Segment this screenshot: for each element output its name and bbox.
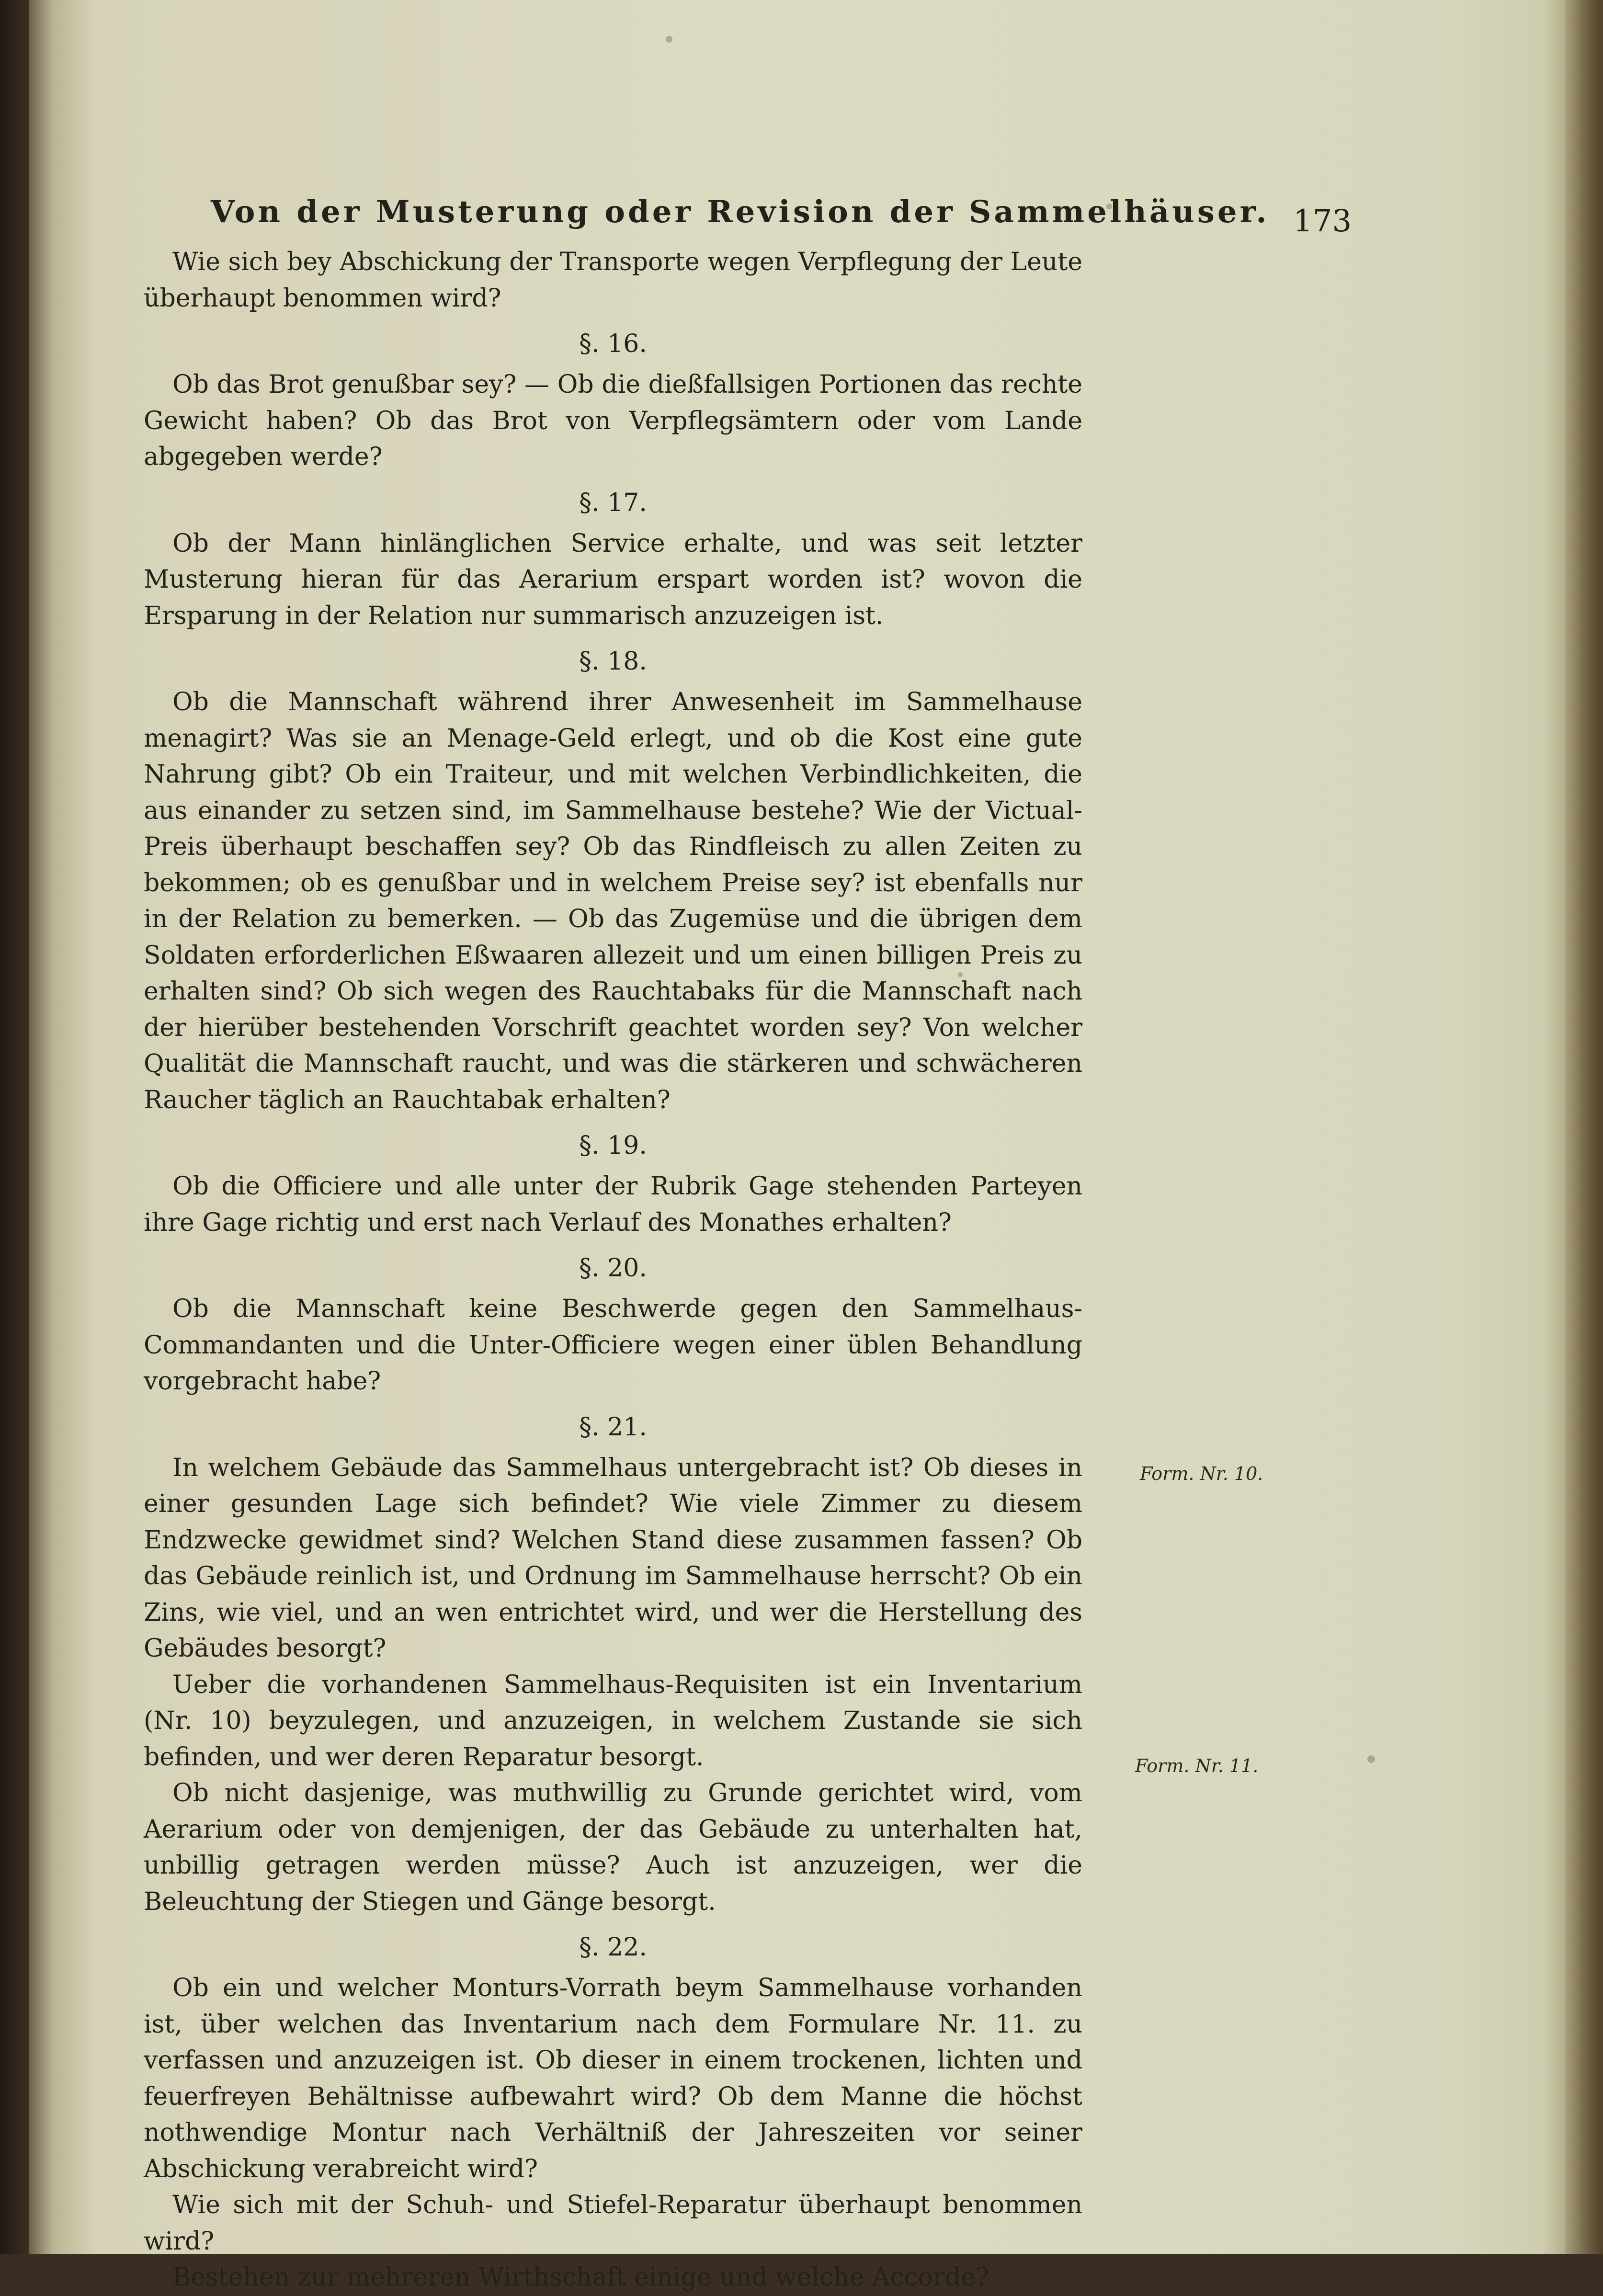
paragraph: Ob ein und welcher Monturs-Vorrath beym Sammelhause vorhanden ist, über welchen das Inventarium nach dem Formulare Nr. 11. zu verfassen und anzuzeigen ist. Ob dieser in einem trockenen, lichten und feuerfreyen Behältnisse aufbewahrt wird? Ob dem Manne die höchst nothwendige Montur nach Verhältniß der Jahreszeiten vor seiner Abschickung verabreicht wird?	[144, 1974, 1082, 2183]
paragraph: Wie sich bey Abschickung der Transporte wegen Verpflegung der Leute überhaupt benommen wird?	[144, 248, 1082, 313]
paper-spot	[666, 36, 672, 43]
page-edge	[1565, 0, 1603, 2254]
paper-spot	[958, 972, 963, 977]
section-heading: §. 16.	[579, 330, 647, 358]
section-heading: §. 20.	[579, 1254, 647, 1283]
paragraph: In welchem Gebäude das Sammelhaus untergebracht ist? Ob dieses in einer gesunden Lage sich befindet? Wie viele Zimmer zu diesem Endzwecke gewidmet sind? Welchen Stand diese zusammen fassen? Ob das Gebäude reinlich ist, und Ordnung im Sammelhause herrscht? Ob ein Zins, wie viel, und an wen entrichtet wird, und wer die Herstellung des Gebäudes besorgt?	[144, 1453, 1082, 1663]
text-body	[144, 244, 1082, 2296]
paragraph: Ob der Mann hinlänglichen Service erhalte, und was seit letzter Musterung hieran für das Aerarium erspart worden ist? wovon die Ersparung in der Relation nur summarisch anzuzeigen ist.	[144, 529, 1082, 630]
margin-note-form-11: Form. Nr. 11.	[1135, 1755, 1259, 1776]
paper-spot	[1106, 204, 1112, 209]
paragraph: Wie sich mit der Schuh- und Stiefel-Reparatur überhaupt benommen wird?	[144, 2191, 1082, 2256]
section-heading: §. 19.	[579, 1131, 647, 1160]
section-heading: §. 21.	[579, 1412, 647, 1442]
paragraph: Bestehen zur mehreren Wirthschaft einige und welche Accorde?	[172, 2263, 989, 2292]
page-number: 173	[1293, 204, 1352, 239]
paragraph: Ob nicht dasjenige, was muthwillig zu Grunde gerichtet wird, vom Aerarium oder von demjenigen, der das Gebäude zu unterhalten hat, unbillig getragen werden müsse? Auch ist anzuzeigen, wer die Beleuchtung der Stiegen und Gänge besorgt.	[144, 1779, 1082, 1916]
section-heading: §. 22.	[579, 1933, 647, 1962]
paragraph: Ob die Mannschaft keine Beschwerde gegen den Sammelhaus-Commandanten und die Unter-Officiere wegen einer üblen Behandlung vorgebracht habe?	[144, 1295, 1082, 1396]
paper-spot	[1367, 1755, 1375, 1763]
paragraph: Ob die Mannschaft während ihrer Anwesenheit im Sammelhause menagirt? Was sie an Menage-Geld erlegt, und ob die Kost eine gute Nahrung gibt? Ob ein Traiteur, und mit welchen Verbindlichkeiten, die aus einander zu setzen sind, im Sammelhause bestehe? Wie der Victual-Preis überhaupt beschaffen sey? Ob das Rindfleisch zu allen Zeiten zu bekommen; ob es genußbar und in welchem Preise sey? ist ebenfalls nur in der Relation zu bemerken. — Ob das Zugemüse und die übrigen dem Soldaten erforderlichen Eßwaaren allezeit und um einen billigen Preis zu erhalten sind? Ob sich wegen des Rauchtabaks für die Mannschaft nach der hierüber bestehenden Vorschrift geachtet worden sey? Von welcher Qualität die Mannschaft raucht, und was die stärkeren und schwächeren Raucher täglich an Rauchtabak erhalten?	[144, 688, 1082, 1114]
running-header: Von der Musterung oder Revision der Sammelhäuser.	[211, 194, 1270, 230]
book-binding	[0, 0, 29, 2254]
paragraph: Ob das Brot genußbar sey? — Ob die dießfallsigen Portionen das rechte Gewicht haben? Ob das Brot von Verpflegsämtern oder vom Lande abgegeben werde?	[144, 370, 1082, 471]
paragraph: Ob die Officiere und alle unter der Rubrik Gage stehenden Parteyen ihre Gage richtig und erst nach Verlauf des Monathes erhalten?	[144, 1172, 1082, 1237]
paragraph: Ueber die vorhandenen Sammelhaus-Requisiten ist ein Inventarium (Nr. 10) beyzulegen, und anzuzeigen, in welchem Zustande sie sich befinden, und wer deren Reparatur besorgt.	[144, 1670, 1082, 1772]
margin-note-form-10: Form. Nr. 10.	[1140, 1463, 1263, 1484]
section-heading: §. 17.	[579, 488, 647, 517]
section-heading: §. 18.	[579, 647, 647, 676]
